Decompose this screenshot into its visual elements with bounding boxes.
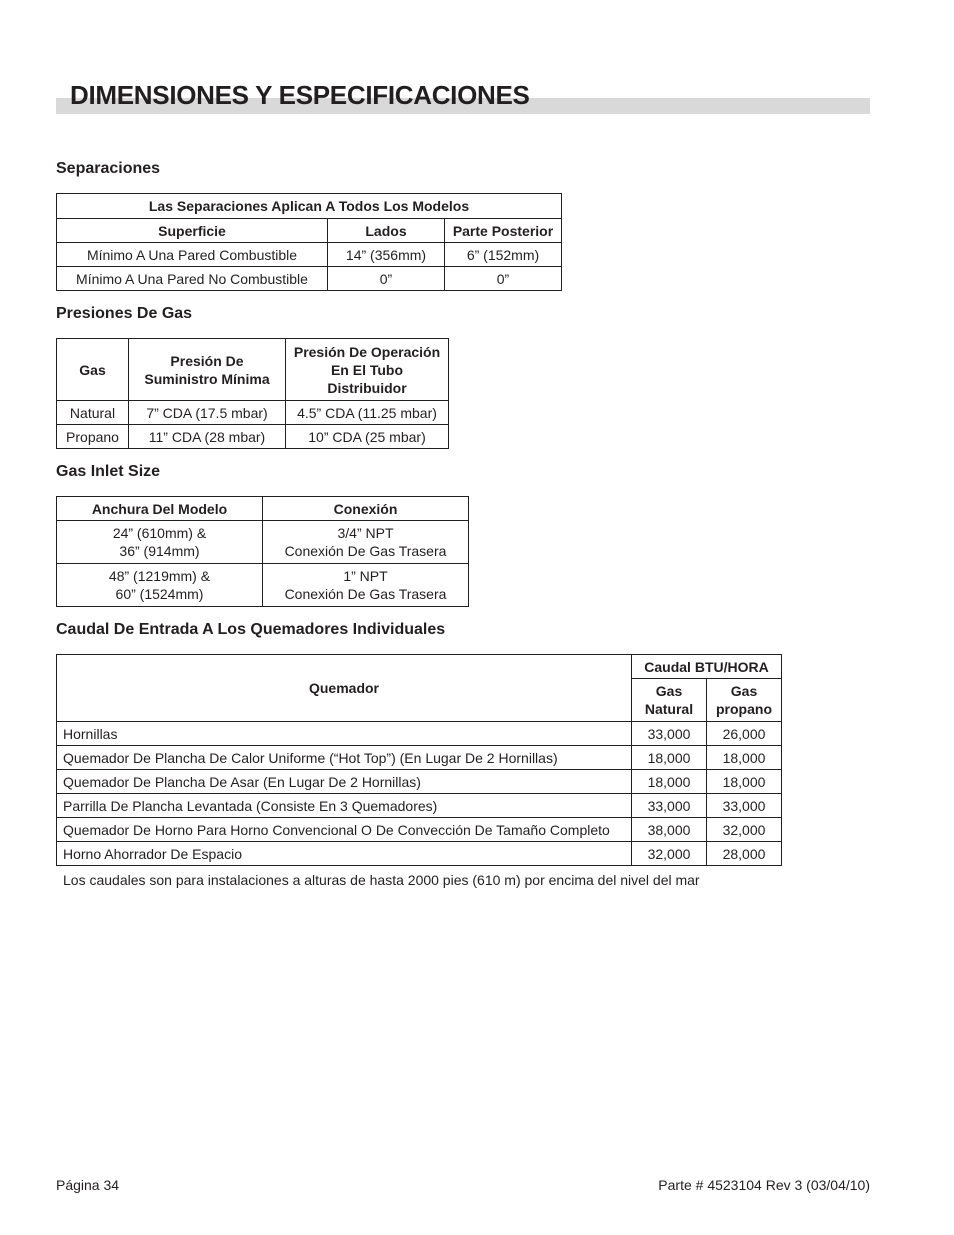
table-cell <box>263 564 469 607</box>
table-cell: 11” CDA (28 mbar) <box>129 425 286 449</box>
cell-line: 3/4” NPT <box>337 525 394 541</box>
clearances-caption: Las Separaciones Aplican A Todos Los Modelos <box>57 194 562 219</box>
table-cell: 0” <box>445 267 562 291</box>
table-cell: Quemador De Plancha De Asar (En Lugar De 2 Hornillas) <box>57 770 632 794</box>
table-cell: 18,000 <box>632 770 707 794</box>
header-line: Gas <box>730 683 758 699</box>
table-row <box>57 425 449 449</box>
table-cell <box>263 521 469 564</box>
cell-line: Conexión De Gas Trasera <box>284 586 447 602</box>
part-number: Parte # 4523104 Rev 3 (03/04/10) <box>658 1177 870 1193</box>
table-row <box>57 842 782 866</box>
table-cell: Hornillas <box>57 722 632 746</box>
table-cell: 7” CDA (17.5 mbar) <box>129 401 286 425</box>
page-number: Página 34 <box>56 1177 120 1193</box>
table-header-burner: Quemador <box>57 655 632 722</box>
table-row <box>57 521 469 564</box>
table-row <box>57 564 469 607</box>
table-header: Parte Posterior <box>445 219 562 243</box>
table-cell: Quemador De Horno Para Horno Convencional O De Convección De Tamaño Completo <box>57 818 632 842</box>
table-cell: 14” (356mm) <box>328 243 445 267</box>
table-cell: 33,000 <box>632 722 707 746</box>
table-header-group: Caudal BTU/HORA <box>632 655 782 679</box>
table-cell: 28,000 <box>707 842 782 866</box>
page-title: DIMENSIONES Y ESPECIFICACIONES <box>70 80 530 110</box>
table-cell: Mínimo A Una Pared No Combustible <box>57 267 328 291</box>
gas-inlet-table <box>56 496 469 607</box>
table-cell: 38,000 <box>632 818 707 842</box>
table-cell: 26,000 <box>707 722 782 746</box>
table-row <box>57 746 782 770</box>
table-cell: 32,000 <box>707 818 782 842</box>
table-cell: Quemador De Plancha De Calor Uniforme (“Hot Top”) (En Lugar De 2 Hornillas) <box>57 746 632 770</box>
table-cell <box>57 521 263 564</box>
table-cell: Parrilla De Plancha Levantada (Consiste En 3 Quemadores) <box>57 794 632 818</box>
table-row <box>57 243 562 267</box>
table-cell: 18,000 <box>707 770 782 794</box>
burner-input-table <box>56 654 782 866</box>
table-row <box>57 401 449 425</box>
cell-line: 48” (1219mm) & <box>108 568 211 584</box>
header-line: Gas <box>655 683 683 699</box>
table-row <box>57 267 562 291</box>
table-row <box>57 722 782 746</box>
section-heading-presiones: Presiones De Gas <box>56 305 193 322</box>
table-cell: 18,000 <box>632 746 707 770</box>
cell-line: Conexión De Gas Trasera <box>284 543 447 559</box>
table-cell: 32,000 <box>632 842 707 866</box>
table-cell: 33,000 <box>632 794 707 818</box>
table-header: Superficie <box>57 219 328 243</box>
section-heading-caudal: Caudal De Entrada A Los Quemadores Individuales <box>56 621 446 638</box>
gas-pressures-table <box>56 338 449 449</box>
table-header-natural <box>632 679 707 722</box>
table-header-propane <box>707 679 782 722</box>
table-cell: Propano <box>57 425 129 449</box>
table-cell: 0” <box>328 267 445 291</box>
section-heading-separaciones: Separaciones <box>56 160 161 177</box>
table-cell: Natural <box>57 401 129 425</box>
cell-line: 36” (914mm) <box>119 543 200 559</box>
table-cell: Horno Ahorrador De Espacio <box>57 842 632 866</box>
altitude-note: Los caudales son para instalaciones a alturas de hasta 2000 pies (610 m) por encima del nivel del mar <box>63 872 700 888</box>
table-cell: Mínimo A Una Pared Combustible <box>57 243 328 267</box>
table-header: Presión De Suministro Mínima <box>129 339 286 401</box>
cell-line: 1” NPT <box>343 568 388 584</box>
table-cell: 33,000 <box>707 794 782 818</box>
table-cell: 18,000 <box>707 746 782 770</box>
table-row <box>57 770 782 794</box>
section-heading-inlet: Gas Inlet Size <box>56 463 161 480</box>
table-cell: 6” (152mm) <box>445 243 562 267</box>
cell-line: 60” (1524mm) <box>115 586 204 602</box>
cell-line: 24” (610mm) & <box>112 525 207 541</box>
table-header: Anchura Del Modelo <box>57 497 263 521</box>
table-cell: 10” CDA (25 mbar) <box>286 425 449 449</box>
table-header: Lados <box>328 219 445 243</box>
table-cell <box>57 564 263 607</box>
header-line: propano <box>716 701 772 717</box>
clearances-table <box>56 193 562 291</box>
header-line: Natural <box>644 701 694 717</box>
table-header: Conexión <box>263 497 469 521</box>
table-header: Presión De Operación En El Tubo Distribuidor <box>286 339 449 401</box>
table-row <box>57 818 782 842</box>
table-row <box>57 794 782 818</box>
table-cell: 4.5” CDA (11.25 mbar) <box>286 401 449 425</box>
table-header: Gas <box>57 339 129 401</box>
